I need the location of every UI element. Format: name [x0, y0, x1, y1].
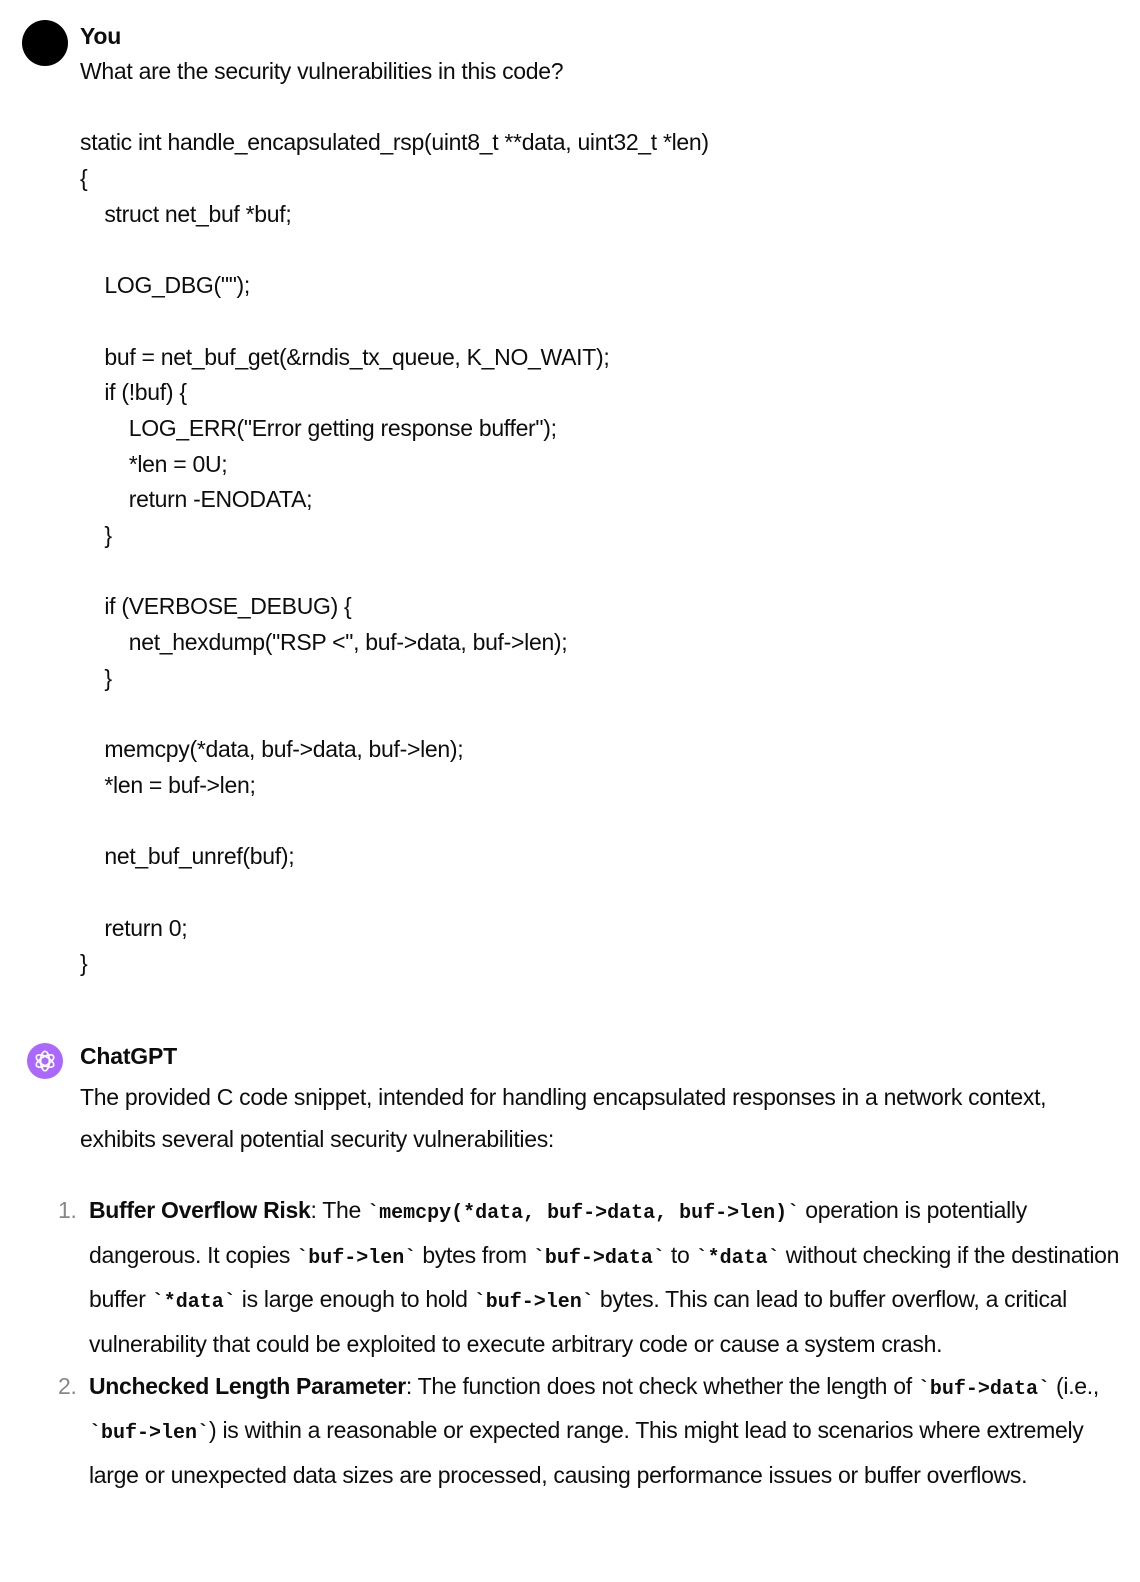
code-line: *len = buf->len; — [80, 771, 256, 798]
code-line: memcpy(*data, buf->data, buf->len); — [80, 736, 464, 763]
inline-code: `*data` — [151, 1291, 236, 1315]
code-line: } — [80, 521, 112, 548]
user-avatar — [22, 20, 68, 66]
user-message-content — [80, 54, 1120, 982]
code-line: return -ENODATA; — [80, 486, 313, 513]
inline-code: `buf->len` — [473, 1291, 594, 1315]
inline-code: `buf->len` — [296, 1246, 417, 1270]
code-line: { — [80, 165, 88, 192]
code-line: static int handle_encapsulated_rsp(uint8_t **data, uint32_t *len) — [80, 129, 709, 156]
point-text: bytes from — [416, 1241, 533, 1268]
point-text: operation is potentially dangerous. It copies — [89, 1197, 1027, 1268]
code-line: if (!buf) { — [80, 379, 187, 406]
list-number: 2. — [58, 1372, 77, 1399]
code-line: *len = 0U; — [80, 450, 228, 477]
point-text: : The function does not check whether the length of — [405, 1372, 918, 1399]
chatgpt-avatar — [27, 1043, 63, 1079]
inline-code: `*data` — [695, 1246, 780, 1270]
assistant-message-content — [58, 1077, 1120, 1496]
code-line — [80, 696, 1120, 732]
list-item — [58, 1366, 1120, 1497]
list-number: 1. — [58, 1197, 77, 1224]
code-line — [80, 554, 1120, 590]
point-title: Unchecked Length Parameter — [89, 1372, 406, 1399]
code-line: LOG_ERR("Error getting response buffer"); — [80, 414, 557, 441]
code-line: buf = net_buf_get(&rndis_tx_queue, K_NO_WAIT); — [80, 343, 610, 370]
code-line: net_hexdump("RSP <", buf->data, buf->len); — [80, 629, 568, 655]
user-author-label: You — [80, 23, 122, 49]
code-line — [80, 304, 1120, 340]
inline-code: `buf->data` — [532, 1246, 665, 1270]
point-text: to — [664, 1241, 696, 1268]
point-text: bytes. This can lead to buffer overflow, a critical vulnerability that could be exploited to execute arbitrary code or cause a system crash. — [89, 1286, 1067, 1357]
blank-line — [80, 90, 1120, 126]
code-line: LOG_DBG(""); — [80, 272, 251, 299]
point-text: without checking if the destination buffer — [89, 1241, 1120, 1313]
assistant-intro: The provided C code snippet, intended for handling encapsulated responses in a network context, exhibits several potential security vulnerabilities: — [80, 1084, 1047, 1152]
code-line: if (VERBOSE_DEBUG) { — [80, 593, 352, 620]
code-line: net_buf_unref(buf); — [80, 843, 295, 870]
point-text: : The — [310, 1197, 368, 1224]
inline-code: `buf->len` — [89, 1422, 210, 1446]
user-question: What are the security vulnerabilities in this code? — [80, 58, 564, 84]
point-text: ) is within a reasonable or expected range. This might lead to scenarios where extremely large or unexpected data sizes are processed, causing performance issues or buffer overflows. — [89, 1417, 1084, 1488]
point-text: (i.e., — [1049, 1372, 1099, 1399]
list-item — [58, 1190, 1120, 1365]
point-text: is large enough to hold — [235, 1286, 474, 1313]
code-line: return 0; — [80, 914, 188, 941]
code-line: } — [80, 950, 88, 977]
code-line — [80, 875, 1120, 911]
code-line: } — [80, 664, 112, 691]
code-block — [80, 125, 1120, 982]
code-line: struct net_buf *buf; — [80, 200, 292, 227]
vulnerability-list — [58, 1190, 1120, 1496]
openai-logo-icon — [32, 1048, 58, 1074]
code-line — [80, 232, 1120, 268]
code-line — [80, 803, 1120, 839]
inline-code: `memcpy(*data, buf->data, buf->len)` — [367, 1202, 800, 1226]
assistant-author-label: ChatGPT — [80, 1043, 177, 1069]
inline-code: `buf->data` — [917, 1377, 1050, 1401]
point-title: Buffer Overflow Risk — [89, 1197, 311, 1224]
